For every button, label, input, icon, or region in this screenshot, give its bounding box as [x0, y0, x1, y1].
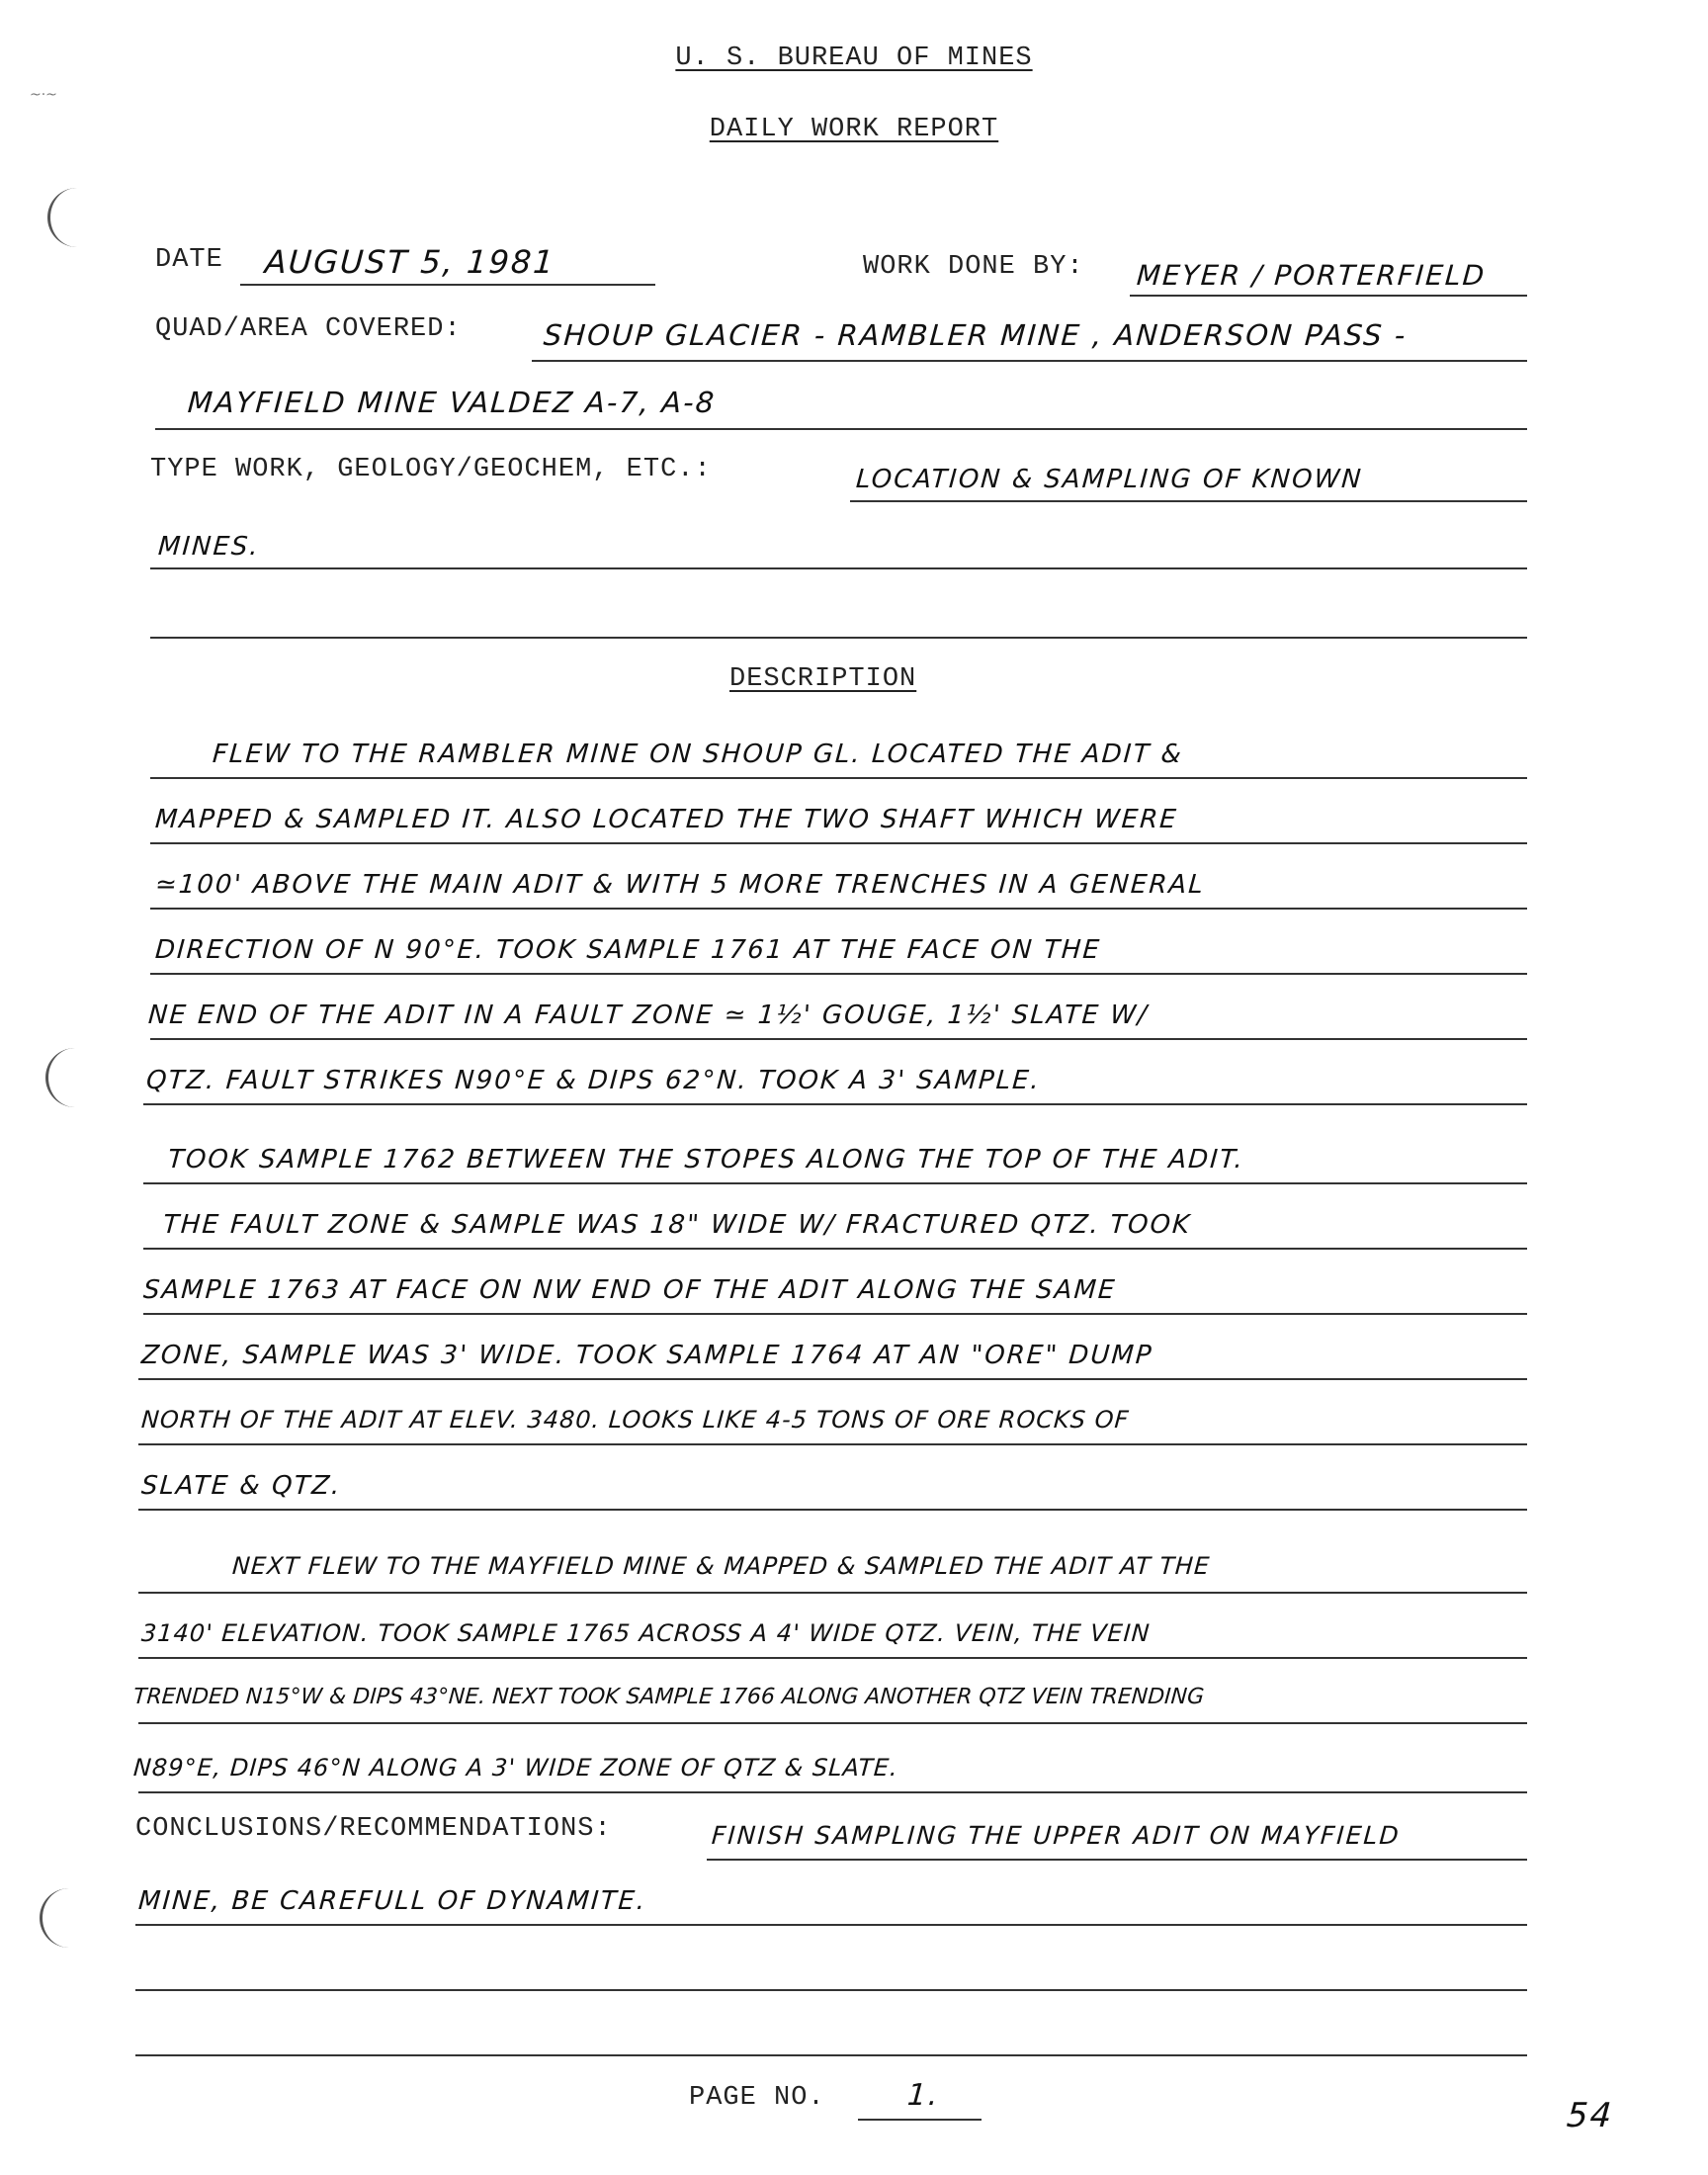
- page-number-value: 1.: [905, 2078, 941, 2113]
- work-done-by-value: MEYER / PORTERFIELD: [1135, 259, 1488, 292]
- desc-line: 3140' ELEVATION. TOOK SAMPLE 1765 ACROSS A 4' WIDE QTZ. VEIN, THE VEIN: [140, 1619, 1152, 1647]
- type-work-rule-3: [150, 637, 1527, 639]
- conclusions-value-line-1: FINISH SAMPLING THE UPPER ADIT ON MAYFIELD: [710, 1821, 1402, 1850]
- corner-page-number: 54: [1565, 2096, 1615, 2135]
- conclusions-rule-2: [135, 1924, 1527, 1926]
- desc-line: ≃100' ABOVE THE MAIN ADIT & WITH 5 MORE TRENCHES IN A GENERAL: [153, 870, 1206, 900]
- conclusions-rule-4: [135, 2054, 1527, 2056]
- desc-rule: [138, 1592, 1527, 1594]
- quad-value-line-2: MAYFIELD MINE VALDEZ A-7, A-8: [186, 386, 718, 419]
- quad-area-label: QUAD/AREA COVERED:: [155, 314, 462, 344]
- desc-rule: [150, 908, 1527, 910]
- desc-rule: [150, 777, 1527, 779]
- desc-rule: [143, 1313, 1527, 1315]
- desc-line: QTZ. FAULT STRIKES N90°E & DIPS 62°N. TOOK A 3' SAMPLE.: [144, 1066, 1042, 1095]
- scribble-mark: ~·~: [30, 87, 57, 103]
- type-work-rule-2: [150, 567, 1527, 569]
- type-work-value-line-2: MINES.: [156, 532, 261, 562]
- desc-line: SLATE & QTZ.: [139, 1471, 343, 1501]
- desc-rule: [138, 1378, 1527, 1380]
- desc-rule: [143, 1182, 1527, 1184]
- page-number-rule: [858, 2119, 982, 2121]
- conclusions-value-line-2: MINE, BE CAREFULL OF DYNAMITE.: [136, 1886, 648, 1916]
- conclusions-rule-3: [135, 1989, 1527, 1991]
- quad-value-line-1: SHOUP GLACIER - RAMBLER MINE , ANDERSON PASS -: [542, 318, 1409, 352]
- desc-line: FLEW TO THE RAMBLER MINE ON SHOUP GL. LOCATED THE ADIT &: [211, 740, 1184, 769]
- desc-line: NE END OF THE ADIT IN A FAULT ZONE ≃ 1½' GOUGE, 1½' SLATE W/: [146, 1000, 1150, 1030]
- desc-rule: [138, 1443, 1527, 1445]
- punch-hole-top: [47, 188, 80, 247]
- desc-line: N89°E, DIPS 46°N ALONG A 3' WIDE ZONE OF QTZ & SLATE.: [132, 1754, 899, 1782]
- agency-title: U. S. BUREAU OF MINES: [675, 44, 1033, 73]
- work-done-by-rule: [1130, 295, 1527, 297]
- desc-rule: [138, 1722, 1527, 1724]
- type-work-label: TYPE WORK, GEOLOGY/GEOCHEM, ETC.:: [150, 455, 712, 484]
- desc-line: MAPPED & SAMPLED IT. ALSO LOCATED THE TWO SHAFT WHICH WERE: [153, 805, 1179, 834]
- desc-line: SAMPLE 1763 AT FACE ON NW END OF THE ADIT ALONG THE SAME: [141, 1275, 1118, 1305]
- desc-rule: [150, 1038, 1527, 1040]
- type-work-rule-1: [850, 500, 1527, 502]
- desc-rule: [138, 1509, 1527, 1511]
- description-heading: DESCRIPTION: [729, 664, 917, 694]
- type-work-value-line-1: LOCATION & SAMPLING OF KNOWN: [854, 465, 1364, 494]
- desc-line: DIRECTION OF N 90°E. TOOK SAMPLE 1761 AT THE FACE ON THE: [153, 935, 1102, 965]
- quad-rule-2: [155, 428, 1527, 430]
- work-done-by-label: WORK DONE BY:: [863, 252, 1084, 282]
- desc-line: TRENDED N15°W & DIPS 43°NE. NEXT TOOK SAMPLE 1766 ALONG ANOTHER QTZ VEIN TRENDING: [132, 1685, 1205, 1709]
- date-value: AUGUST 5, 1981: [263, 243, 557, 281]
- conclusions-rule-1: [707, 1859, 1527, 1861]
- desc-rule: [138, 1791, 1527, 1793]
- desc-rule: [138, 1657, 1527, 1659]
- desc-rule: [150, 842, 1527, 844]
- desc-line: THE FAULT ZONE & SAMPLE WAS 18" WIDE W/ FRACTURED QTZ. TOOK: [161, 1210, 1193, 1240]
- desc-rule: [150, 973, 1527, 975]
- punch-hole-bottom: [40, 1888, 72, 1948]
- page-number-label: PAGE NO.: [689, 2083, 825, 2113]
- date-rule: [240, 284, 655, 286]
- desc-line: ZONE, SAMPLE WAS 3' WIDE. TOOK SAMPLE 1764 AT AN "ORE" DUMP: [139, 1341, 1154, 1370]
- desc-line: NEXT FLEW TO THE MAYFIELD MINE & MAPPED & SAMPLED THE ADIT AT THE: [231, 1552, 1212, 1580]
- date-label: DATE: [155, 245, 223, 275]
- punch-hole-middle: [45, 1048, 78, 1107]
- desc-line: NORTH OF THE ADIT AT ELEV. 3480. LOOKS LIKE 4-5 TONS OF ORE ROCKS OF: [140, 1406, 1131, 1434]
- form-title: DAILY WORK REPORT: [709, 115, 999, 144]
- desc-rule: [143, 1248, 1527, 1250]
- quad-rule-1: [532, 360, 1527, 362]
- conclusions-label: CONCLUSIONS/RECOMMENDATIONS:: [135, 1814, 612, 1844]
- desc-line: TOOK SAMPLE 1762 BETWEEN THE STOPES ALONG THE TOP OF THE ADIT.: [166, 1145, 1246, 1174]
- desc-rule: [143, 1103, 1527, 1105]
